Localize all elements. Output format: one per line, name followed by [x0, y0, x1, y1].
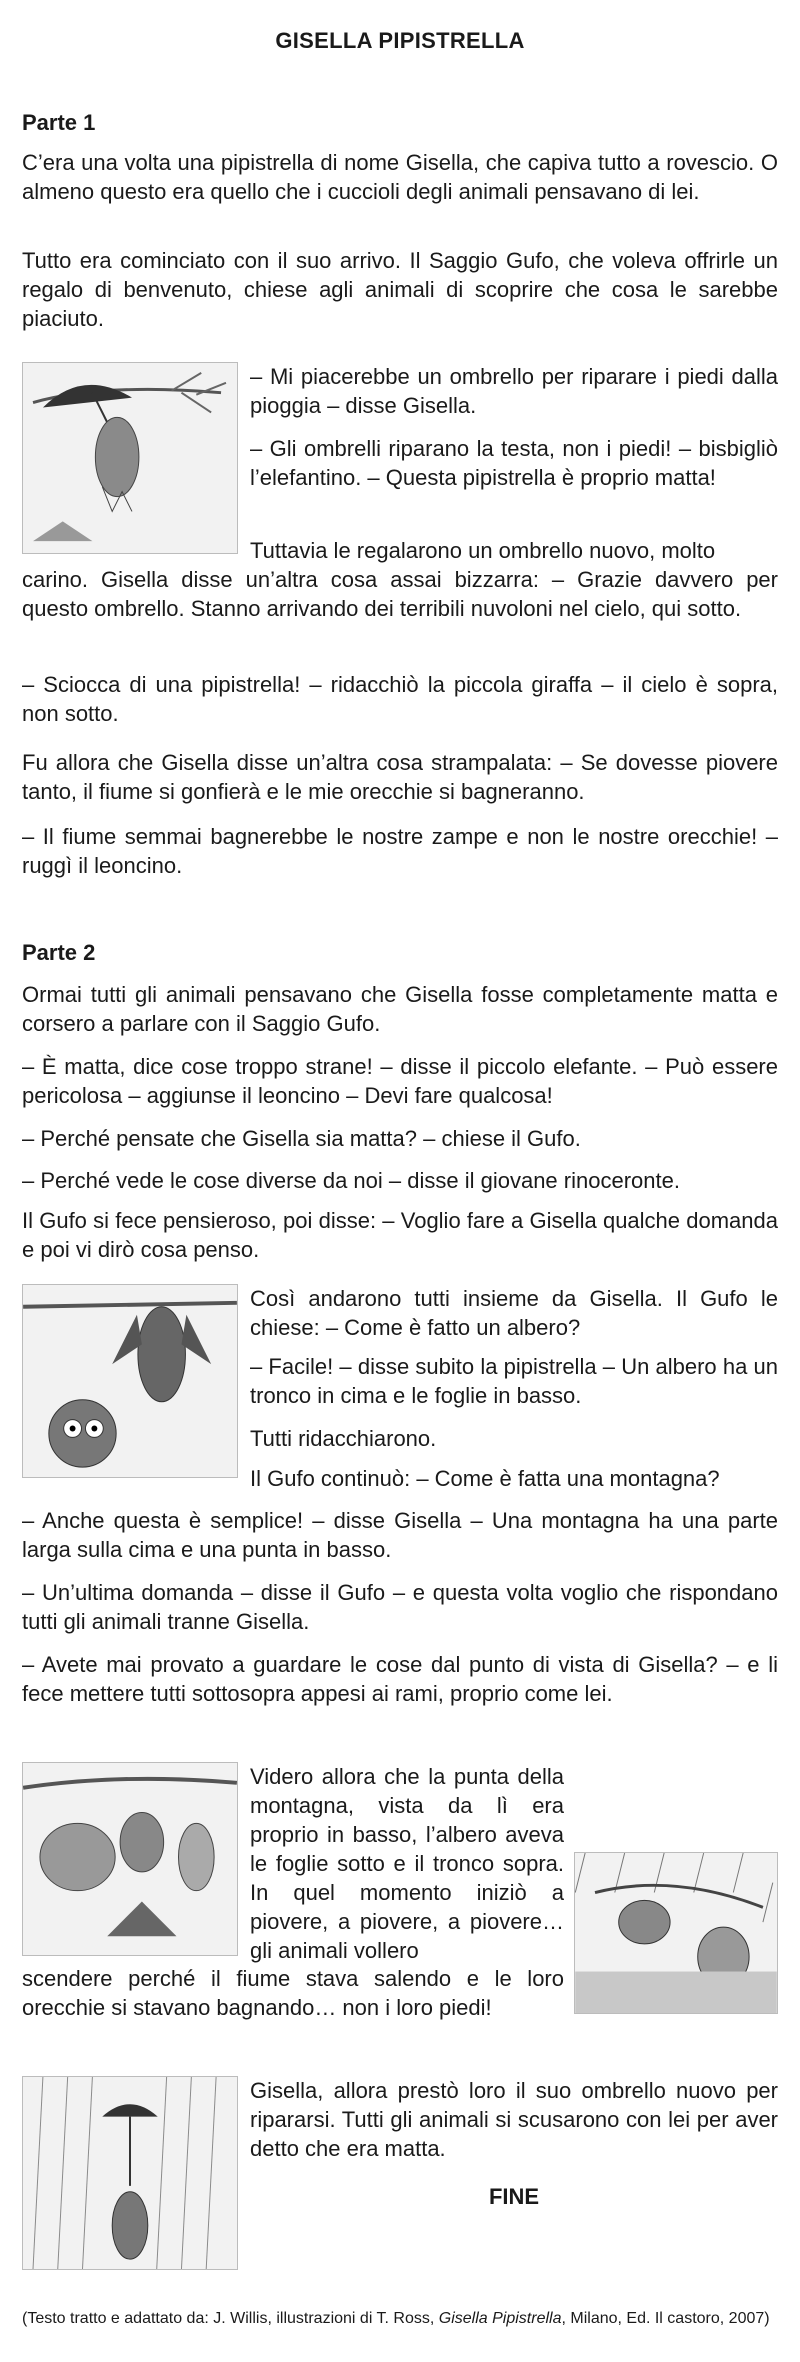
part2-paragraph-4: – Perché vede le cose diverse da noi – disse il giovane rinoceronte. — [22, 1168, 680, 1193]
part1-paragraph-1: C’era una volta una pipistrella di nome Gisella, che capiva tutto a rovescio. O almeno questo era quello che i cuccioli degli animali pensavano di lei. — [22, 150, 778, 204]
part1-paragraph-5-start: Tuttavia le regalarono un ombrello nuovo, molto — [250, 538, 716, 563]
illustration-bat-with-umbrella-in-rain — [22, 2076, 238, 2270]
source-book-title: Gisella Pipistrella — [438, 2310, 562, 2327]
part1-paragraph-4: – Gli ombrelli riparano la testa, non i piedi! – bisbigliò l’elefantino. – Questa pipistrella è proprio matta! — [250, 436, 778, 490]
part2-paragraph-14: Gisella, allora prestò loro il suo ombrello nuovo per ripararsi. Tutti gli animali si scusarono con lei per aver detto che era matta. — [250, 2078, 778, 2161]
illustration-animals-upside-down — [22, 1762, 238, 1956]
part2-paragraph-7: – Facile! – disse subito la pipistrella – Un albero ha un tronco in cima e le foglie in basso. — [250, 1354, 778, 1408]
part2-paragraph-9: Il Gufo continuò: – Come è fatta una montagna? — [250, 1466, 720, 1491]
part1-paragraph-5-end: carino. Gisella disse un’altra cosa assai bizzarra: – Grazie davvero per questo ombrello. Stanno arrivando dei terribili nuvoloni nel cielo, qui sotto. — [22, 567, 778, 621]
source-citation-before: (Testo tratto e adattato da: J. Willis, illustrazioni di T. Ross, — [22, 2310, 439, 2327]
story-title: GISELLA PIPISTRELLA — [275, 28, 525, 53]
part2-paragraph-13-start: Videro allora che la punta della montagna, vista da lì era proprio in basso, l’albero aveva le foglie sotto e il tronco sopra. In quel momento iniziò a piovere, a piovere, a piovere… gli animali vollero — [250, 1764, 564, 1963]
part2-paragraph-5: Il Gufo si fece pensieroso, poi disse: – Voglio fare a Gisella qualche domanda e poi vi dirò cosa penso. — [22, 1208, 778, 1262]
part2-paragraph-8: Tutti ridacchiarono. — [250, 1426, 437, 1451]
part1-paragraph-8: – Il fiume semmai bagnerebbe le nostre zampe e non le nostre orecchie! – ruggì il leoncino. — [22, 824, 778, 878]
part2-paragraph-2: – È matta, dice cose troppo strane! – disse il piccolo elefante. – Può essere pericolosa – aggiunse il leoncino – Devi fare qualcosa! — [22, 1054, 778, 1108]
illustration-animals-in-rain — [574, 1852, 778, 2014]
part2-paragraph-11: – Un’ultima domanda – disse il Gufo – e questa volta voglio che rispondano tutti gli animali tranne Gisella. — [22, 1580, 778, 1634]
end-label: FINE — [488, 2184, 540, 2209]
part2-paragraph-10: – Anche questa è semplice! – disse Gisella – Una montagna ha una parte larga sulla cima e una punta in basso. — [22, 1508, 778, 1562]
part1-paragraph-7: Fu allora che Gisella disse un’altra cosa strampalata: – Se dovesse piovere tanto, il fiume si gonfierà e le mie orecchie si bagneranno. — [22, 750, 778, 804]
part2-paragraph-6: Così andarono tutti insieme da Gisella. Il Gufo le chiese: – Come è fatto un albero? — [250, 1286, 778, 1340]
part1-paragraph-6: – Sciocca di una pipistrella! – ridacchiò la piccola giraffa – il cielo è sopra, non sotto. — [22, 672, 778, 726]
part2-paragraph-3: – Perché pensate che Gisella sia matta? – chiese il Gufo. — [22, 1126, 581, 1151]
part2-paragraph-13-end: scendere perché il fiume stava salendo e le loro orecchie si stavano bagnando… non i loro piedi! — [22, 1966, 564, 2020]
part2-paragraph-1: Ormai tutti gli animali pensavano che Gisella fosse completamente matta e corsero a parlare con il Saggio Gufo. — [22, 982, 778, 1036]
illustration-owl-bat — [22, 1284, 238, 1478]
part2-heading: Parte 2 — [22, 940, 96, 965]
illustration-bat-umbrella — [22, 362, 238, 554]
part2-paragraph-12: – Avete mai provato a guardare le cose dal punto di vista di Gisella? – e li fece mettere tutti sottosopra appesi ai rami, proprio come lei. — [22, 1652, 778, 1706]
part1-paragraph-2: Tutto era cominciato con il suo arrivo. Il Saggio Gufo, che voleva offrirle un regalo di benvenuto, chiese agli animali di scoprire che cosa le sarebbe piaciuto. — [22, 248, 778, 331]
source-citation — [22, 2308, 778, 2330]
source-citation-after: , Milano, Ed. Il castoro, 2007) — [561, 2310, 770, 2327]
part1-paragraph-3: – Mi piacerebbe un ombrello per riparare i piedi dalla pioggia – disse Gisella. — [250, 364, 778, 418]
part1-heading: Parte 1 — [22, 110, 96, 135]
